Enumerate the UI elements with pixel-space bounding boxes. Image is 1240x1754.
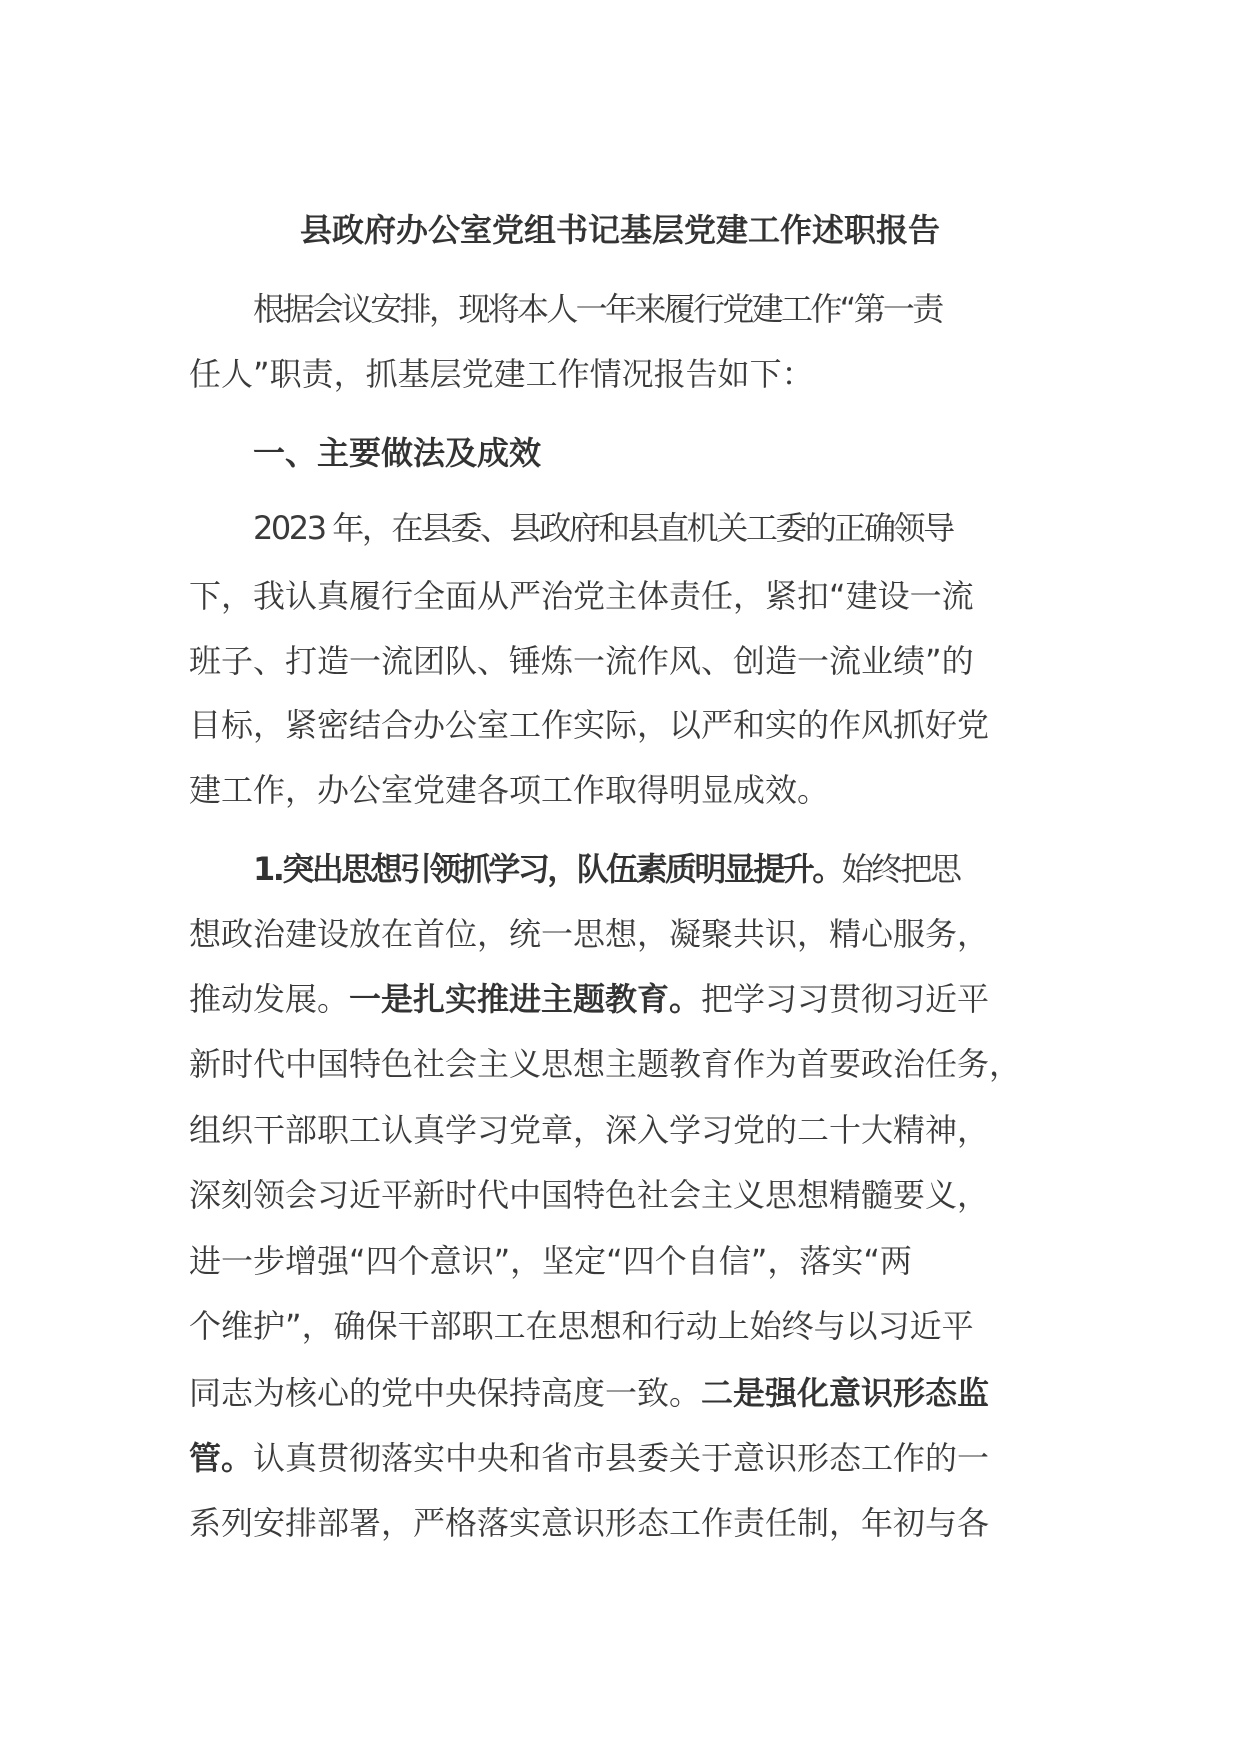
text-line: [189, 574, 1059, 618]
text-line: [189, 1304, 1059, 1348]
bold-text-segment: 二是强化意识形态监: [701, 1374, 990, 1412]
text-segment: 根据会议安排，现将本人一年来履行党建工作“第一责: [253, 290, 942, 328]
text-line: [253, 431, 1123, 475]
text-line: [189, 1108, 1059, 1152]
text-line: [189, 1042, 1059, 1086]
text-line: [189, 1239, 1059, 1283]
text-segment: 下，我认真履行全面从严治党主体责任，紧扣“建设一流: [189, 577, 974, 615]
text-line: [189, 352, 1059, 396]
bold-text-segment: 1.突出思想引领抓学习，队伍素质明显提升。: [253, 850, 842, 888]
text-segment: 始终把思: [841, 850, 960, 888]
text-segment: 认真贯彻落实中央和省市县委关于意识形态工作的一: [253, 1439, 990, 1477]
text-segment: 建工作，办公室党建各项工作取得明显成效。: [189, 771, 830, 809]
text-segment: 深刻领会习近平新时代中国特色社会主义思想精髓要义，: [189, 1176, 990, 1214]
text-line: [189, 977, 1059, 1021]
text-line: [189, 1436, 1059, 1480]
text-segment: 想政治建设放在首位，统一思想，凝聚共识，精心服务，: [189, 915, 990, 953]
text-line: [189, 639, 1059, 683]
text-line: [253, 287, 1123, 331]
text-line: [189, 768, 1059, 812]
text-line: [253, 847, 1123, 891]
bold-text-segment: 一是扎实推进主题教育。: [349, 980, 702, 1018]
text-line: [189, 1371, 1059, 1415]
text-segment: 2023 年，在县委、县政府和县直机关工委的正确领导: [253, 509, 953, 547]
text-segment: 个维护”，确保干部职工在思想和行动上始终与以习近平: [189, 1307, 974, 1345]
text-segment: 组织干部职工认真学习党章，深入学习党的二十大精神，: [189, 1111, 990, 1149]
bold-text-segment: 管。: [189, 1439, 254, 1477]
text-segment: 把学习习贯彻习近平: [701, 980, 990, 1018]
text-line: [189, 1173, 1059, 1217]
bold-text-segment: 一、主要做法及成效: [253, 434, 542, 472]
text-line: [189, 912, 1059, 956]
text-line: [189, 1501, 1059, 1545]
text-line: [253, 506, 1123, 550]
text-segment: 班子、打造一流团队、锤炼一流作风、创造一流业绩”的: [189, 642, 974, 680]
document-title: 县政府办公室党组书记基层党建工作述职报告: [299, 211, 940, 249]
text-segment: 进一步增强“四个意识”，坚定“四个自信”，落实“两: [189, 1242, 912, 1280]
text-segment: 推动发展。: [189, 980, 350, 1018]
text-segment: 任人”职责，抓基层党建工作情况报告如下：: [189, 355, 814, 393]
text-segment: 系列安排部署，严格落实意识形态工作责任制，年初与各: [189, 1504, 990, 1542]
text-segment: 新时代中国特色社会主义思想主题教育作为首要政治任务，: [189, 1045, 1022, 1083]
text-segment: 同志为核心的党中央保持高度一致。: [189, 1374, 702, 1412]
text-line: [189, 703, 1059, 747]
text-segment: 目标，紧密结合办公室工作实际，以严和实的作风抓好党: [189, 706, 990, 744]
